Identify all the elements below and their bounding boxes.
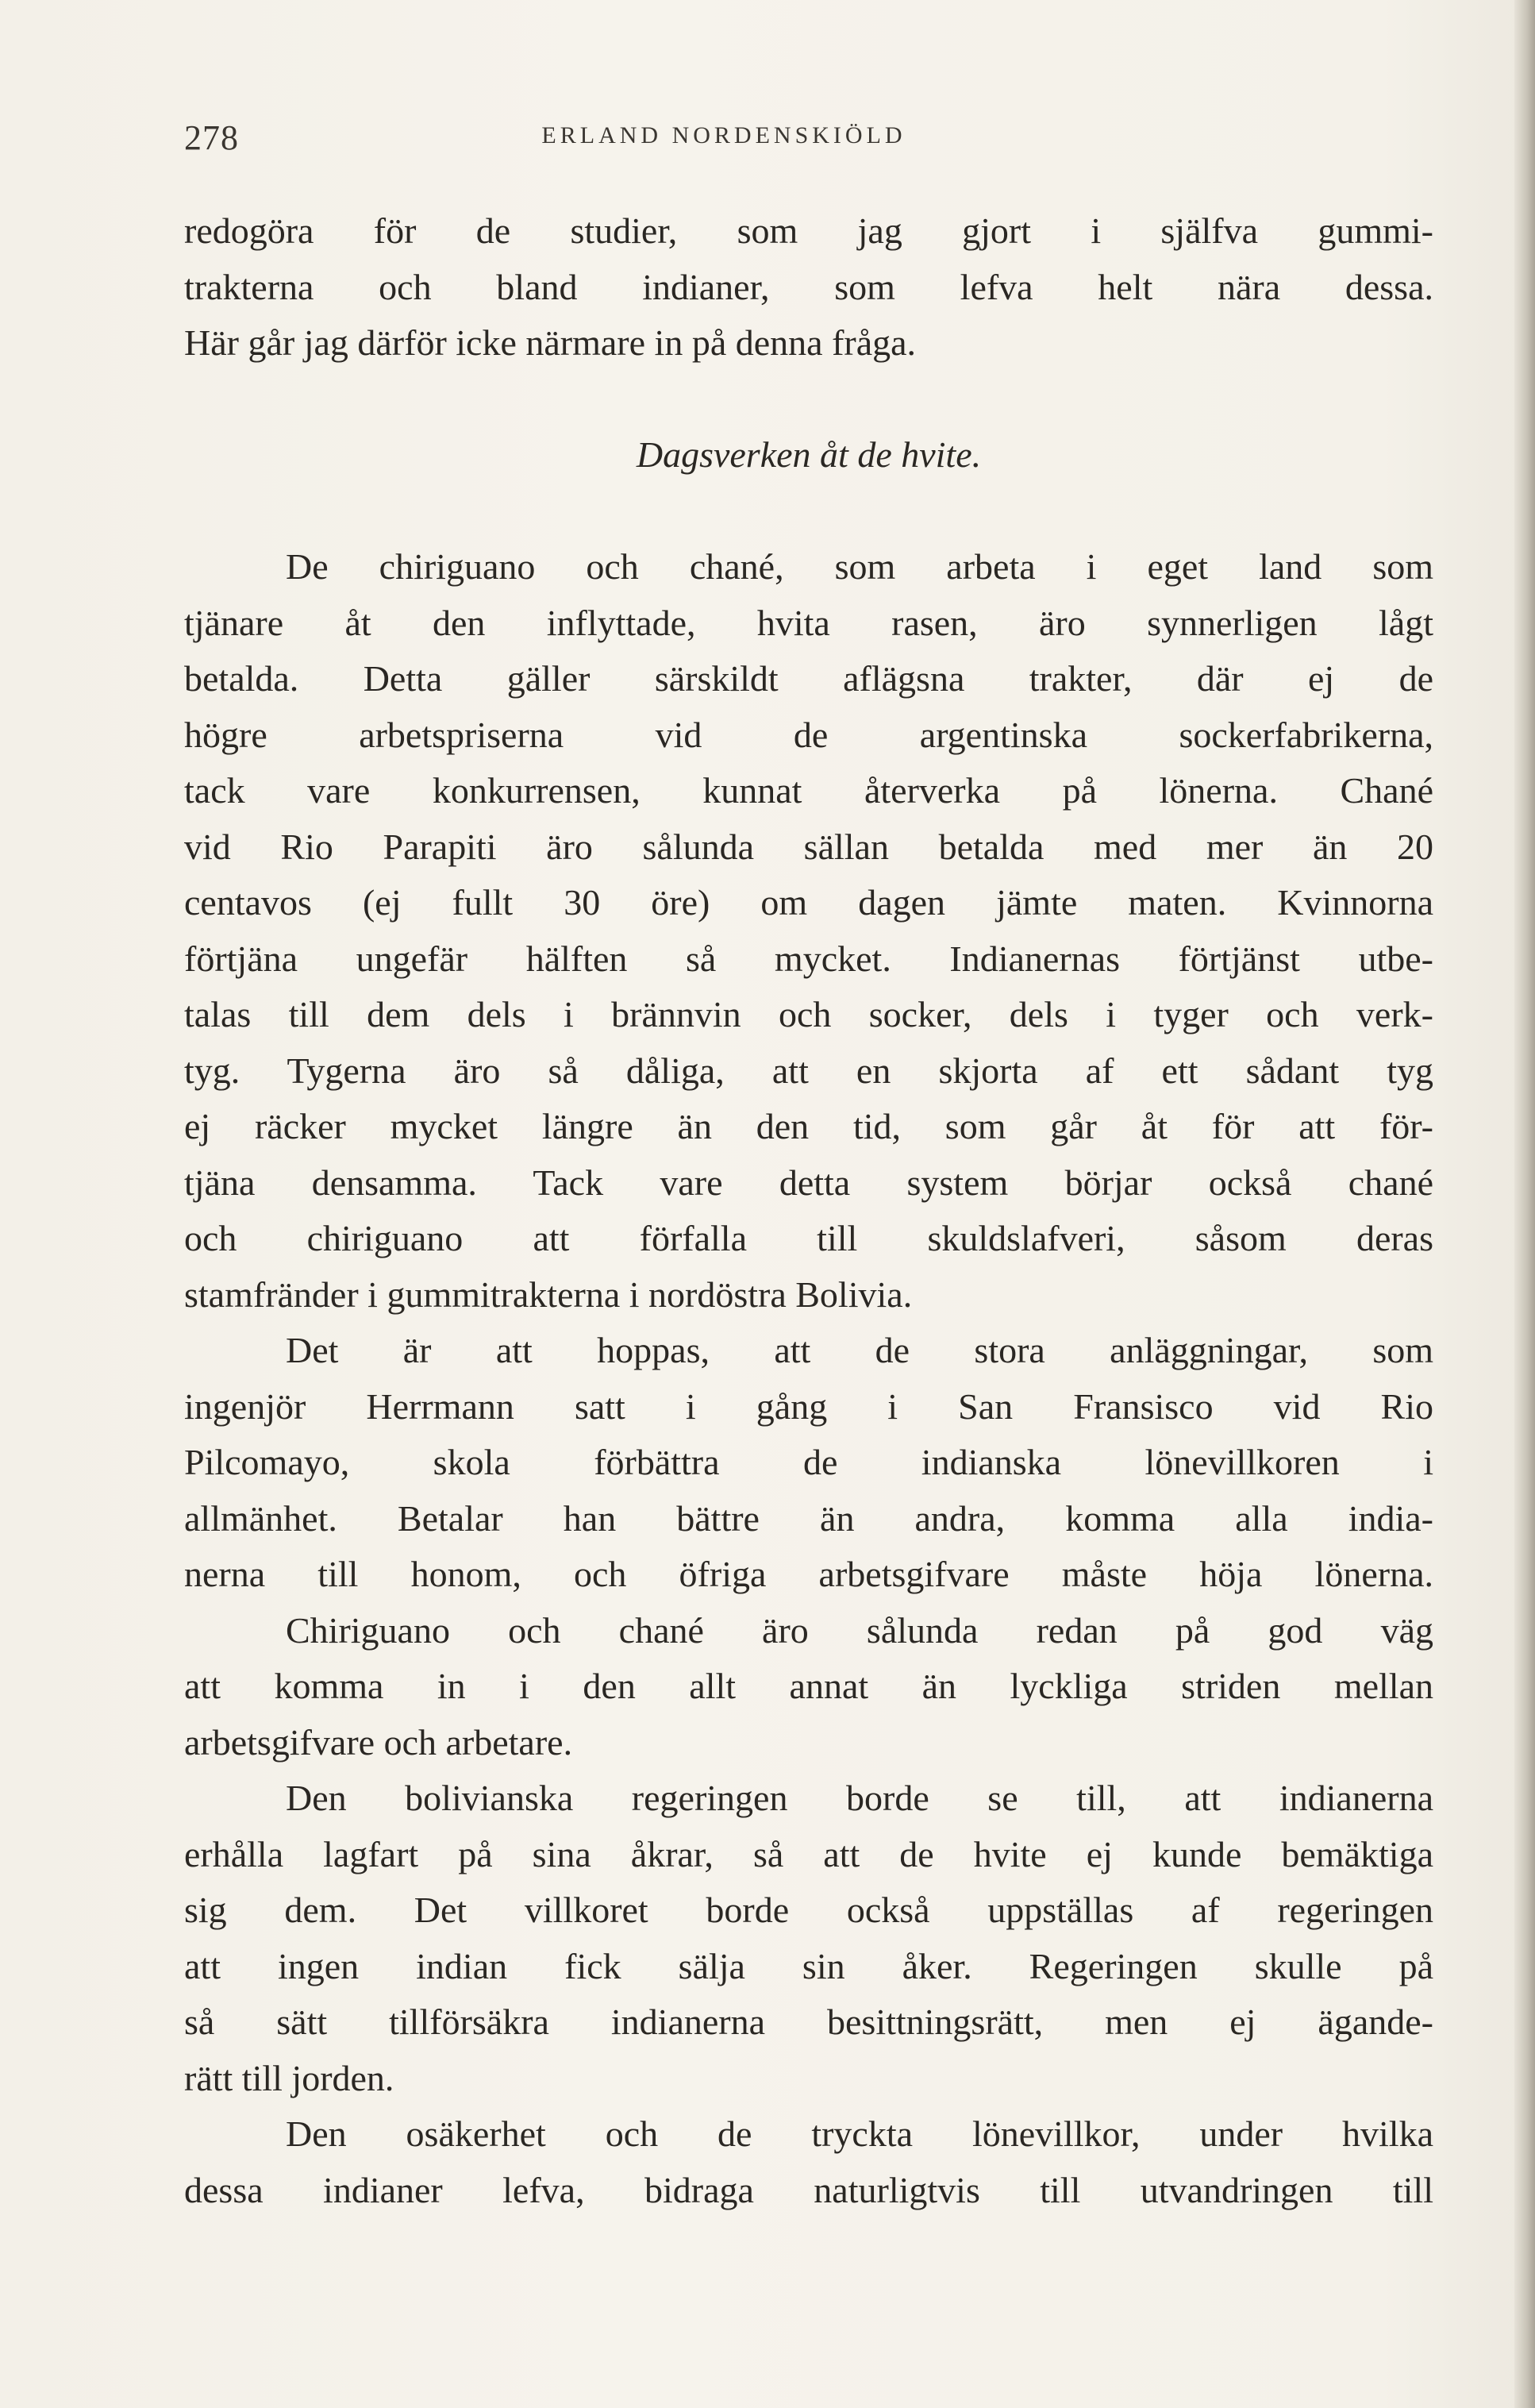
text-line: tjänare åt den inflyttade, hvita rasen, äro synnerligen lågt (184, 602, 1433, 643)
page-edge-shadow (1514, 0, 1535, 2408)
text-line: högre arbetspriserna vid de argentinska sockerfabrikerna, (184, 714, 1433, 755)
section-gap (184, 484, 1433, 540)
text-line: vid Rio Parapiti äro sålunda sällan betalda med mer än 20 (184, 826, 1433, 867)
text-line: ej räcker mycket längre än den tid, som går åt för att för- (184, 1106, 1433, 1146)
text-line: så sätt tillförsäkra indianerna besittningsrätt, men ej ägande- (184, 2002, 1433, 2042)
text-line: rätt till jorden. (184, 2057, 394, 2098)
text-line: tyg. Tygerna äro så dåliga, att en skjorta af ett sådant tyg (184, 1050, 1433, 1091)
text-line: att ingen indian fick sälja sin åker. Regeringen skulle på (184, 1945, 1433, 1986)
page-number: 278 (184, 118, 239, 157)
text-line: Pilcomayo, skola förbättra de indianska lönevillkoren i (184, 1442, 1433, 1482)
text-line: betalda. Detta gäller särskildt aflägsna trakter, där ej de (184, 658, 1433, 699)
text-line: stamfränder i gummitrakterna i nordöstra Bolivia. (184, 1273, 913, 1315)
text-line: Chiriguano och chané äro sålunda redan på god väg (286, 1609, 1433, 1651)
text-line: arbetsgifvare och arbetare. (184, 1721, 573, 1763)
body-text (184, 203, 1433, 2218)
text-line: tjäna densamma. Tack vare detta system börjar också chané (184, 1162, 1433, 1203)
page-header (184, 118, 1433, 181)
text-line: Den bolivianska regeringen borde se till, att indianerna (286, 1778, 1433, 1818)
text-line: att komma in i den allt annat än lyckliga striden mellan (184, 1666, 1433, 1706)
text-line: förtjäna ungefär hälften så mycket. Indianernas förtjänst utbe- (184, 938, 1433, 979)
text-line: Här går jag därför icke närmare in på denna fråga. (184, 322, 917, 363)
text-line: ingenjör Herrmann satt i gång i San Fransisco vid Rio (184, 1385, 1433, 1427)
text-line: sig dem. Det villkoret borde också uppställas af regeringen (184, 1890, 1433, 1930)
section-heading: Dagsverken åt de hvite. (636, 434, 982, 475)
running-head: ERLAND NORDENSKIÖLD (541, 122, 906, 148)
section-gap (184, 372, 1433, 428)
text-line: och chiriguano att förfalla till skuldslafveri, såsom deras (184, 1218, 1433, 1258)
text-line: dessa indianer lefva, bidraga naturligtvis till utvandringen till (184, 2169, 1433, 2210)
text-line: redogöra för de studier, som jag gjort i själfva gummi- (184, 210, 1433, 251)
text-line: erhålla lagfart på sina åkrar, så att de hvite ej kunde bemäktiga (184, 1833, 1433, 1874)
text-line: Den osäkerhet och de tryckta lönevillkor, under hvilka (286, 2113, 1433, 2154)
text-line: Det är att hoppas, att de stora anläggningar, som (286, 1330, 1433, 1370)
text-line: talas till dem dels i brännvin och socker, dels i tyger och verk- (184, 994, 1433, 1034)
text-line: centavos (ej fullt 30 öre) om dagen jämte maten. Kvinnorna (184, 882, 1433, 923)
text-line: tack vare konkurrensen, kunnat återverka på lönerna. Chané (184, 770, 1433, 811)
text-line: nerna till honom, och öfriga arbetsgifvare måste höja lönerna. (184, 1554, 1433, 1594)
text-line: allmänhet. Betalar han bättre än andra, komma alla india- (184, 1497, 1433, 1539)
text-line: De chiriguano och chané, som arbeta i eget land som (286, 546, 1433, 587)
text-line: trakterna och bland indianer, som lefva helt nära dessa. (184, 266, 1433, 307)
